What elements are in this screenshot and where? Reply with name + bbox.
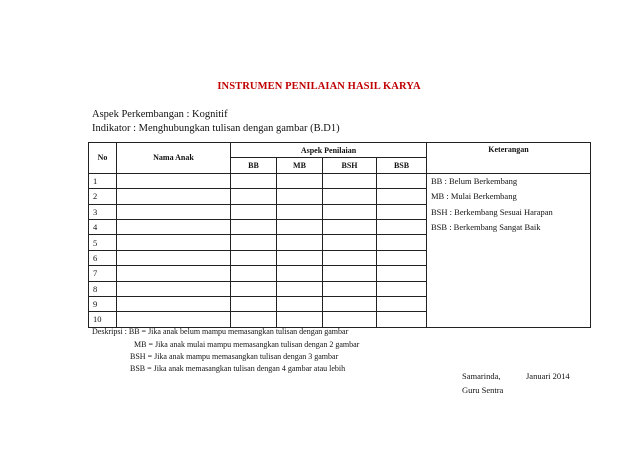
name-cell[interactable] — [117, 219, 231, 234]
row-number: 1 — [89, 173, 117, 188]
header-keterangan: Keterangan — [427, 143, 591, 174]
name-cell[interactable] — [117, 281, 231, 296]
bsb-cell[interactable] — [377, 312, 427, 327]
keterangan-blank — [427, 250, 591, 265]
mb-cell[interactable] — [277, 281, 323, 296]
mb-cell[interactable] — [277, 189, 323, 204]
bb-cell[interactable] — [231, 312, 277, 327]
bb-cell[interactable] — [231, 266, 277, 281]
bsh-cell[interactable] — [323, 266, 377, 281]
header-bb: BB — [231, 158, 277, 173]
aspek-perkembangan: Aspek Perkembangan : Kognitif — [92, 109, 228, 120]
mb-cell[interactable] — [277, 219, 323, 234]
keterangan-bb: BB : Belum Berkembang — [427, 173, 591, 188]
bsh-cell[interactable] — [323, 173, 377, 188]
table-row — [89, 281, 591, 296]
table-row — [89, 296, 591, 311]
keterangan-bsh: BSH : Berkembang Sesuai Harapan — [427, 204, 591, 219]
row-number: 7 — [89, 266, 117, 281]
name-cell[interactable] — [117, 296, 231, 311]
row-number: 2 — [89, 189, 117, 204]
bsb-cell[interactable] — [377, 173, 427, 188]
name-cell[interactable] — [117, 173, 231, 188]
keterangan-bsb: BSB : Berkembang Sangat Baik — [427, 219, 591, 234]
row-number: 8 — [89, 281, 117, 296]
table-row — [89, 235, 591, 250]
table-row — [89, 250, 591, 265]
bsh-cell[interactable] — [323, 219, 377, 234]
keterangan-blank — [427, 296, 591, 311]
name-cell[interactable] — [117, 204, 231, 219]
bsb-cell[interactable] — [377, 204, 427, 219]
deskripsi-bsb: BSB = Jika anak memasangkan tulisan dengan 4 gambar atau lebih — [130, 364, 346, 373]
keterangan-blank — [427, 312, 591, 327]
document-title: INSTRUMEN PENILAIAN HASIL KARYA — [217, 81, 421, 92]
table-row — [89, 173, 591, 188]
deskripsi-mb: MB = Jika anak mulai mampu memasangkan tulisan dengan 2 gambar — [134, 340, 360, 349]
mb-cell[interactable] — [277, 250, 323, 265]
bsh-cell[interactable] — [323, 281, 377, 296]
bsb-cell[interactable] — [377, 235, 427, 250]
deskripsi-bsh: BSH = Jika anak mampu memasangkan tulisan dengan 3 gambar — [130, 352, 339, 361]
bb-cell[interactable] — [231, 173, 277, 188]
mb-cell[interactable] — [277, 296, 323, 311]
bsh-cell[interactable] — [323, 204, 377, 219]
header-bsh: BSH — [323, 158, 377, 173]
assessment-table — [88, 142, 591, 328]
row-number: 4 — [89, 219, 117, 234]
bsh-cell[interactable] — [323, 312, 377, 327]
header-no: No — [89, 143, 117, 174]
table-row — [89, 189, 591, 204]
name-cell[interactable] — [117, 266, 231, 281]
signature-place: Samarinda, — [462, 371, 501, 381]
header-nama-anak: Nama Anak — [117, 143, 231, 174]
table-row — [89, 219, 591, 234]
keterangan-blank — [427, 281, 591, 296]
signature-role: Guru Sentra — [462, 385, 504, 395]
header-aspek-penilaian: Aspek Penilaian — [231, 143, 427, 158]
bsh-cell[interactable] — [323, 235, 377, 250]
bb-cell[interactable] — [231, 281, 277, 296]
row-number: 6 — [89, 250, 117, 265]
table-row — [89, 204, 591, 219]
header-bsb: BSB — [377, 158, 427, 173]
mb-cell[interactable] — [277, 173, 323, 188]
bb-cell[interactable] — [231, 204, 277, 219]
bsh-cell[interactable] — [323, 250, 377, 265]
name-cell[interactable] — [117, 312, 231, 327]
deskripsi-bb: Deskripsi : BB = Jika anak belum mampu memasangkan tulisan dengan gambar — [92, 327, 349, 336]
table-row — [89, 312, 591, 327]
name-cell[interactable] — [117, 235, 231, 250]
name-cell[interactable] — [117, 250, 231, 265]
row-number: 3 — [89, 204, 117, 219]
header-mb: MB — [277, 158, 323, 173]
mb-cell[interactable] — [277, 204, 323, 219]
mb-cell[interactable] — [277, 235, 323, 250]
bsb-cell[interactable] — [377, 296, 427, 311]
bsb-cell[interactable] — [377, 219, 427, 234]
row-number: 10 — [89, 312, 117, 327]
bsb-cell[interactable] — [377, 266, 427, 281]
bb-cell[interactable] — [231, 250, 277, 265]
indikator: Indikator : Menghubungkan tulisan dengan gambar (B.D1) — [92, 123, 340, 134]
keterangan-mb: MB : Mulai Berkembang — [427, 189, 591, 204]
bb-cell[interactable] — [231, 296, 277, 311]
keterangan-blank — [427, 266, 591, 281]
bb-cell[interactable] — [231, 219, 277, 234]
bb-cell[interactable] — [231, 235, 277, 250]
table-row — [89, 266, 591, 281]
row-number: 9 — [89, 296, 117, 311]
bsb-cell[interactable] — [377, 281, 427, 296]
bsb-cell[interactable] — [377, 250, 427, 265]
mb-cell[interactable] — [277, 312, 323, 327]
bsh-cell[interactable] — [323, 189, 377, 204]
name-cell[interactable] — [117, 189, 231, 204]
keterangan-blank — [427, 235, 591, 250]
bsh-cell[interactable] — [323, 296, 377, 311]
mb-cell[interactable] — [277, 266, 323, 281]
bsb-cell[interactable] — [377, 189, 427, 204]
signature-date: Januari 2014 — [526, 371, 570, 381]
bb-cell[interactable] — [231, 189, 277, 204]
row-number: 5 — [89, 235, 117, 250]
